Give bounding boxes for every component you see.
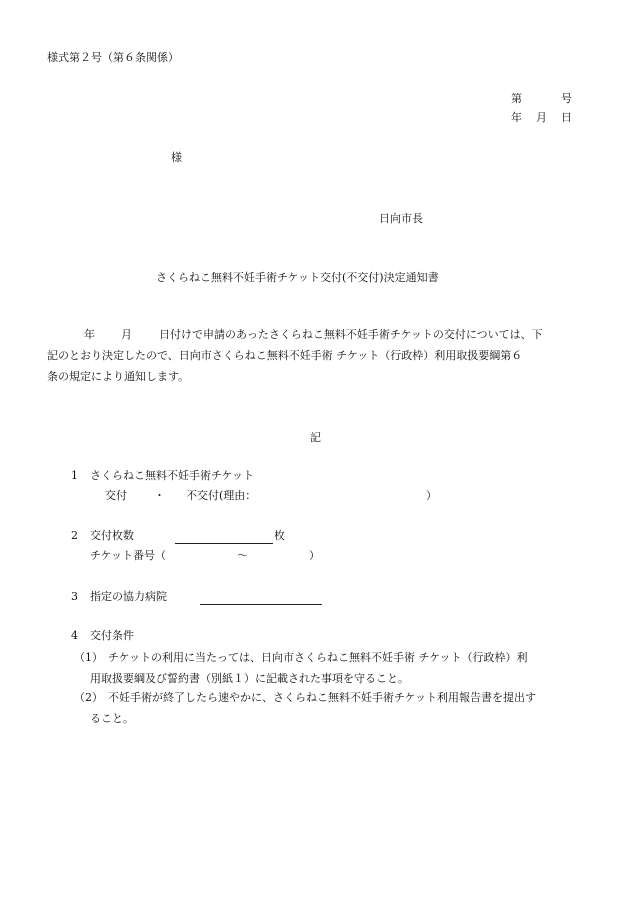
condition2-line1: 不妊手術が終了したら速やかに、さくらねこ無料不妊手術チケット利用報告書を提出す	[108, 691, 537, 704]
number-label-dai: 第	[511, 92, 522, 105]
item2-number: 2	[71, 529, 78, 542]
item2-label: 交付枚数	[90, 529, 134, 542]
item1-label: さくらねこ無料不妊手術チケット	[90, 469, 255, 482]
item3-label: 指定の協力病院	[90, 590, 167, 603]
item1-close-paren: ）	[426, 489, 437, 502]
ticket-number-tilde: 〜	[237, 549, 248, 562]
date-month-label: 月	[536, 111, 547, 124]
item3-number: 3	[71, 590, 78, 603]
issue-count-blank	[175, 543, 273, 544]
intro-line2: 記のとおり決定したので、日向市さくらねこ無料不妊手術 チケット（行政枠）利用取扱要綱第６	[47, 349, 523, 362]
issuer: 日向市長	[379, 212, 423, 225]
date-day-label: 日	[561, 111, 572, 124]
ticket-number-close: ）	[309, 549, 320, 562]
item4-number: 4	[71, 629, 78, 642]
intro-line1: 日付けで申請のあったさくらねこ無料不妊手術チケットの交付については、下	[159, 328, 543, 341]
condition1-line2: 用取扱要綱及び誓約書（別紙１）に記載された事項を守ること。	[90, 672, 409, 685]
condition2-marker: （2）	[74, 691, 103, 704]
document-title: さくらねこ無料不妊手術チケット交付(不交付)決定通知書	[156, 271, 439, 284]
item2-unit: 枚	[274, 529, 285, 542]
item4-label: 交付条件	[90, 629, 134, 642]
item1-issue: 交付	[105, 489, 127, 502]
intro-line3: 条の規定により通知します。	[47, 370, 190, 383]
form-number: 様式第２号（第６条関係）	[47, 51, 179, 64]
hospital-blank	[200, 604, 322, 605]
condition2-line2: ること。	[90, 712, 134, 725]
ki-heading: 記	[310, 431, 321, 444]
intro-month: 月	[121, 328, 132, 341]
addressee-honorific: 様	[171, 151, 182, 164]
ticket-number-label: チケット番号（	[90, 549, 167, 562]
date-year-label: 年	[511, 111, 522, 124]
item1-number: 1	[71, 469, 78, 482]
item1-dot: ・	[154, 489, 165, 502]
intro-year: 年	[84, 328, 95, 341]
condition1-marker: （1）	[74, 651, 103, 664]
number-label-go: 号	[561, 92, 572, 105]
item1-no-issue: 不交付(理由：	[186, 489, 257, 502]
condition1-line1: チケットの利用に当たっては、日向市さくらねこ無料不妊手術 チケット（行政枠）利	[108, 651, 528, 664]
